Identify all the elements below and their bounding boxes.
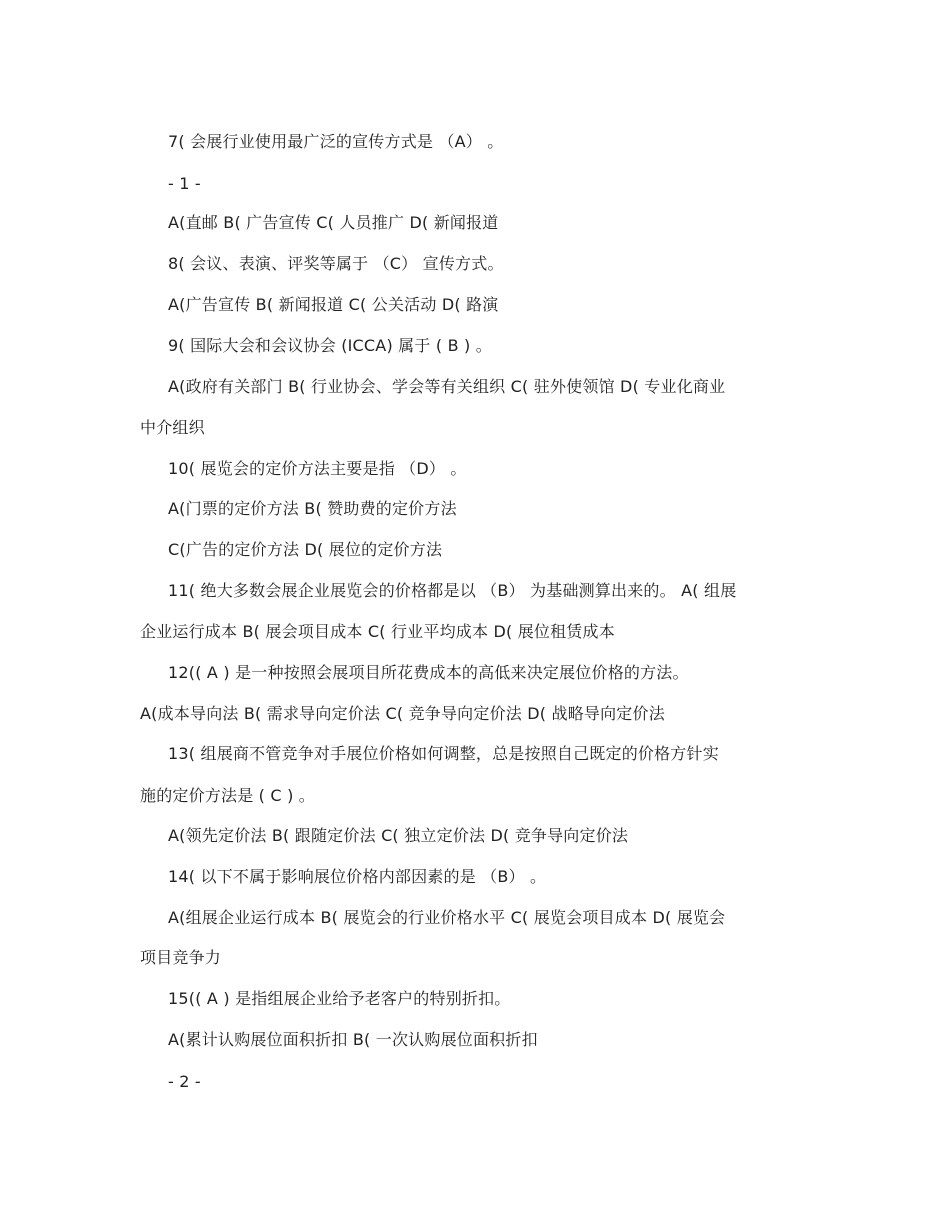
question-7: 7( 会展行业使用最广泛的宣传方式是 （A） 。	[168, 132, 504, 151]
question-13-cont: 施的定价方法是 ( C ) 。	[140, 786, 316, 805]
question-8: 8( 会议、表演、评奖等属于 （C） 宣传方式。	[168, 254, 504, 273]
question-10-options-ab: A(门票的定价方法 B( 赞助费的定价方法	[168, 499, 457, 518]
question-11-options: 企业运行成本 B( 展会项目成本 C( 行业平均成本 D( 展位租赁成本	[140, 622, 615, 641]
question-12-options: A(成本导向法 B( 需求导向定价法 C( 竞争导向定价法 D( 战略导向定价法	[140, 704, 665, 723]
question-7-options: A(直邮 B( 广告宣传 C( 人员推广 D( 新闻报道	[168, 213, 499, 232]
question-9-options-cont: 中介组织	[140, 418, 205, 437]
question-12: 12(( A ) 是一种按照会展项目所花费成本的高低来决定展位价格的方法。	[168, 663, 689, 682]
question-14: 14( 以下不属于影响展位价格内部因素的是 （B） 。	[168, 867, 547, 886]
question-9: 9( 国际大会和会议协会 (ICCA) 属于 ( B ) 。	[168, 336, 492, 355]
question-14-options-cont: 项目竞争力	[140, 948, 222, 967]
question-10-options-cd: C(广告的定价方法 D( 展位的定价方法	[168, 540, 443, 559]
page-number-2: - 2 -	[168, 1072, 201, 1091]
page-number-1: - 1 -	[168, 174, 201, 193]
question-15-options: A(累计认购展位面积折扣 B( 一次认购展位面积折扣	[168, 1030, 538, 1049]
question-15: 15(( A ) 是指组展企业给予老客户的特别折扣。	[168, 989, 511, 1008]
question-13: 13( 组展商不管竞争对手展位价格如何调整，总是按照自己既定的价格方针实	[168, 744, 719, 763]
question-11: 11( 绝大多数会展企业展览会的价格都是以 （B） 为基础测算出来的。 A( 组展	[168, 581, 737, 600]
question-13-options: A(领先定价法 B( 跟随定价法 C( 独立定价法 D( 竞争导向定价法	[168, 826, 629, 845]
question-9-options: A(政府有关部门 B( 行业协会、学会等有关组织 C( 驻外使领馆 D( 专业化商业	[168, 377, 726, 396]
question-8-options: A(广告宣传 B( 新闻报道 C( 公关活动 D( 路演	[168, 295, 499, 314]
question-10: 10( 展览会的定价方法主要是指 （D） 。	[168, 459, 467, 478]
question-14-options: A(组展企业运行成本 B( 展览会的行业价格水平 C( 展览会项目成本 D( 展览会	[168, 908, 726, 927]
